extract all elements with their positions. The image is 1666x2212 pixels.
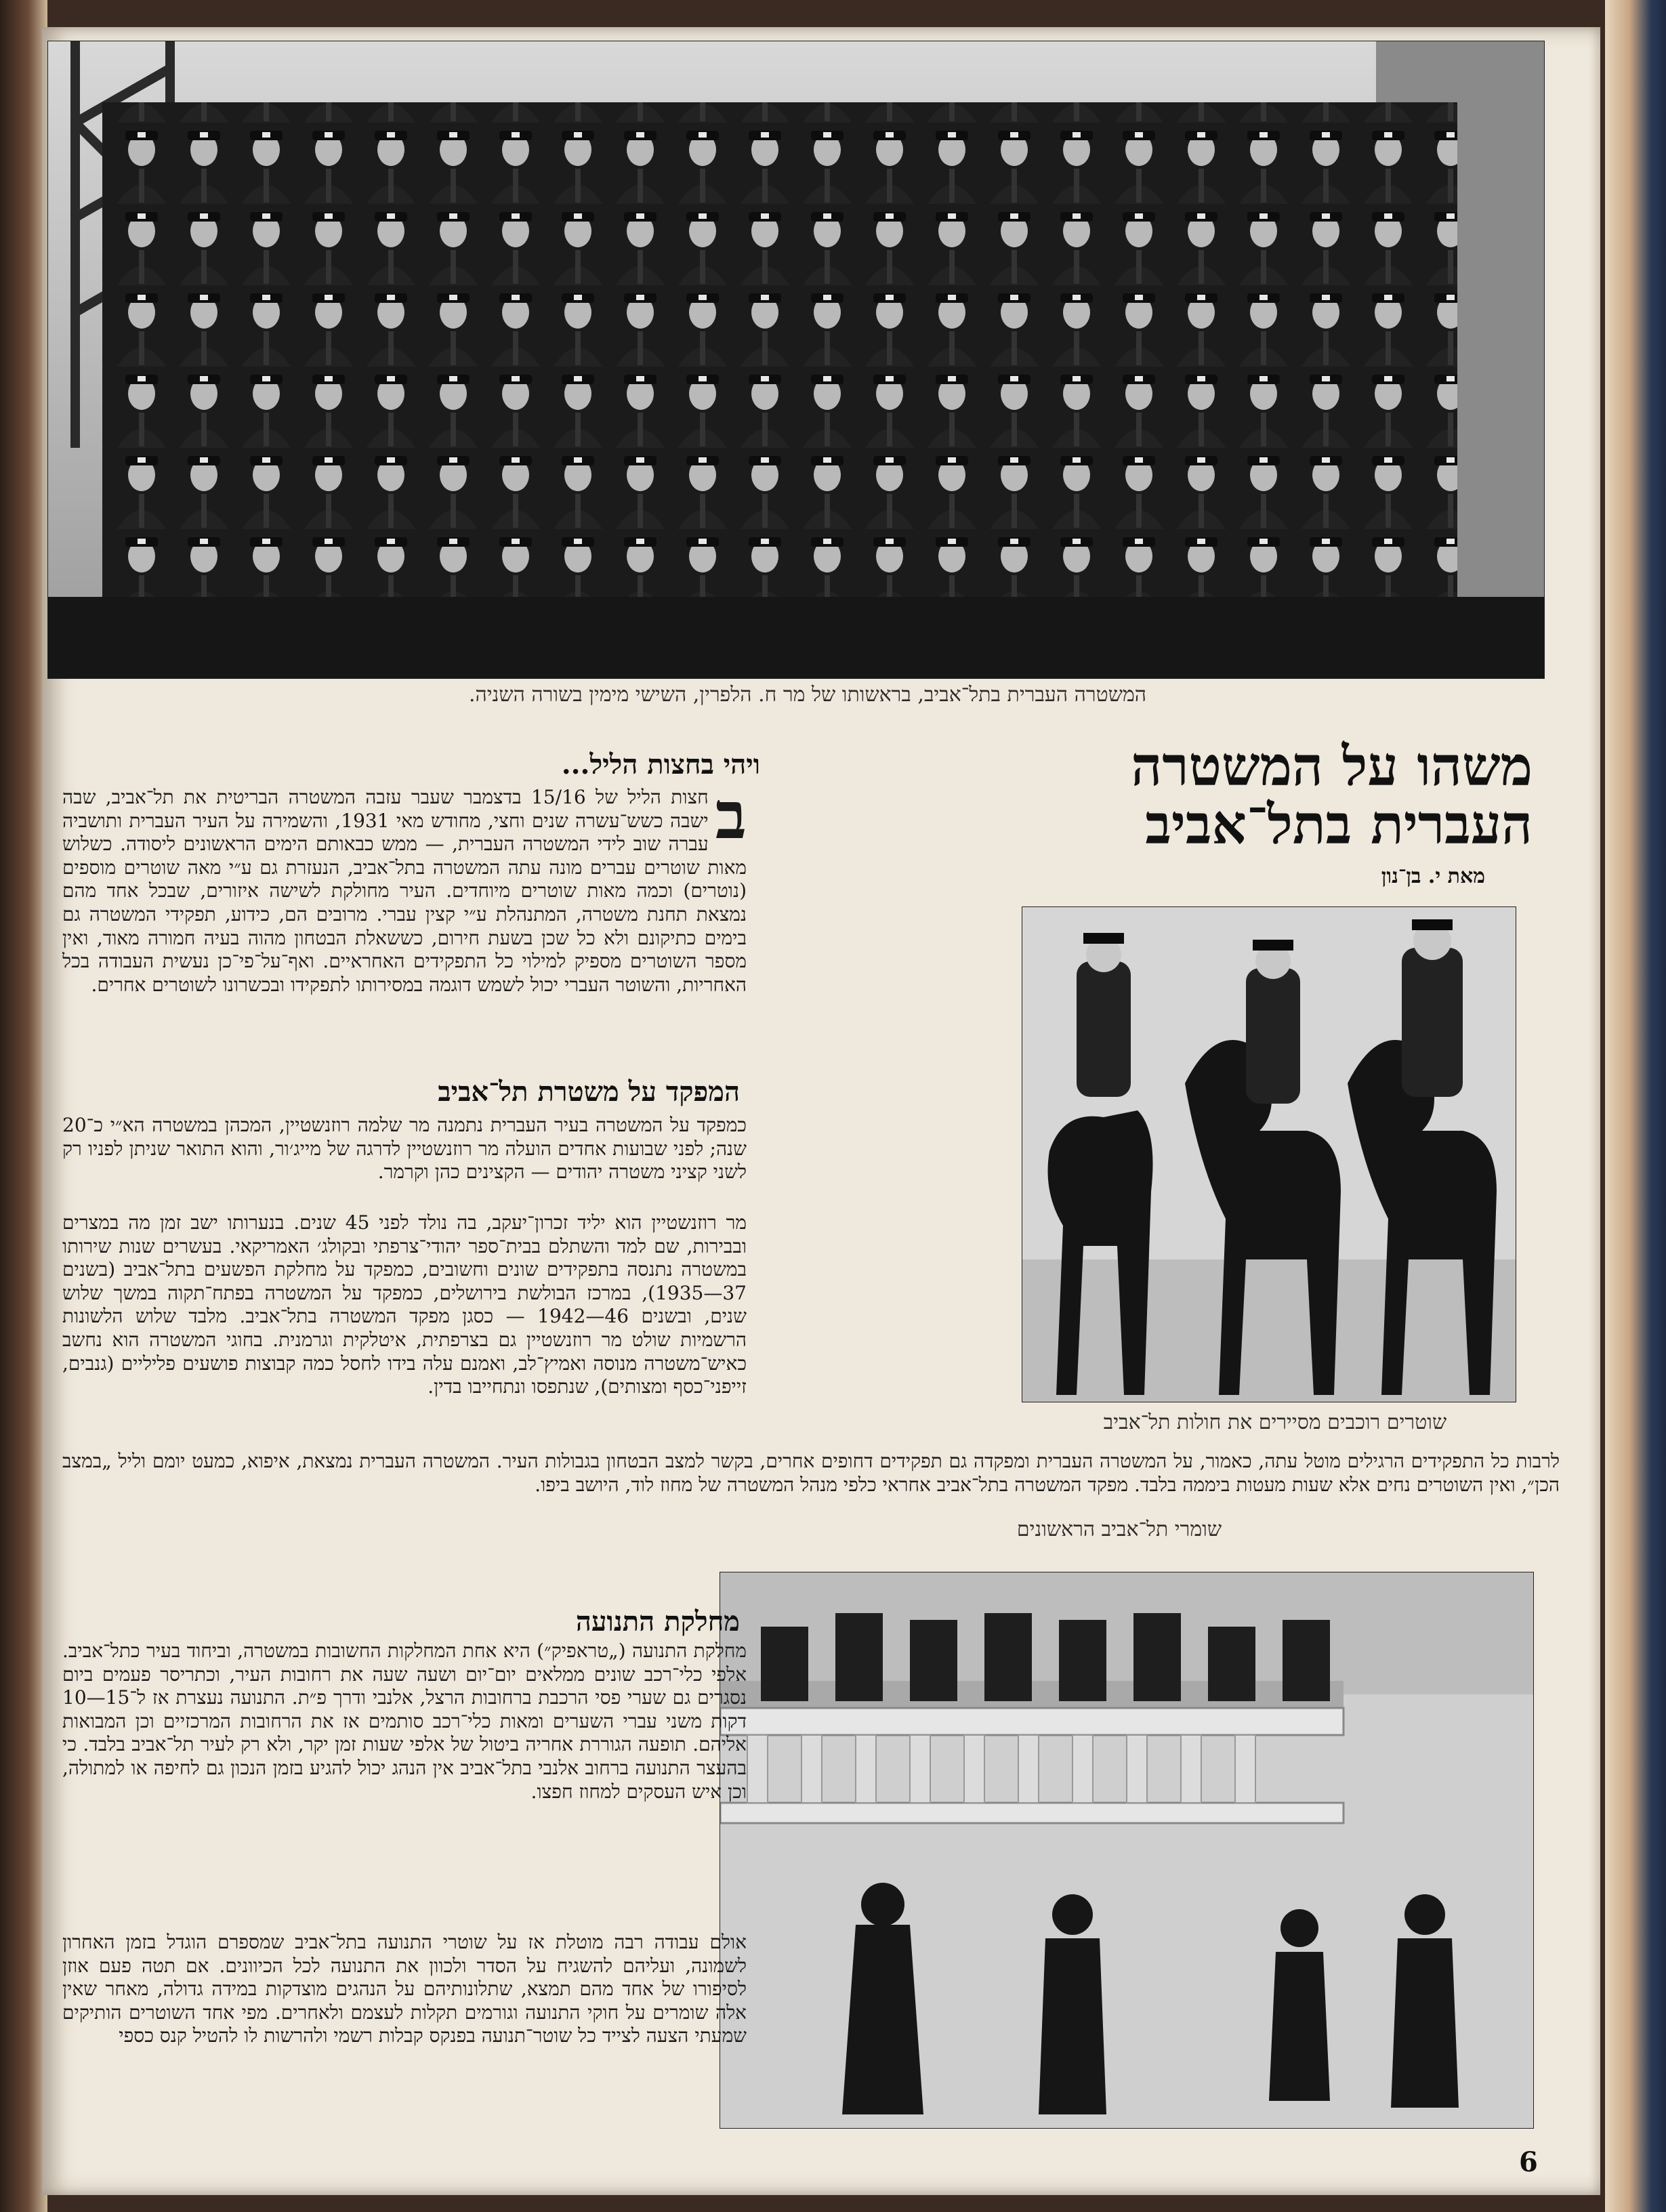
mounted-police-caption: שוטרים רוכבים מסיירים את חולות תל־אביב [1103,1411,1447,1434]
commander-paragraph-3: לרבות כל התפקידים הרגילים מוטל עתה, כאמור, על המשטרה העברית ומפקדה גם תפקידים דחופים אחרים, בקשר למצב הבטחון בגבולות העיר. המשטרה העברית נמצאת, איפוא, כמעט יומם וליל „במצב הכן״, ואין השוטרים נחים אלא שעות מעטות ביממה בלבד. מפקד המשטרה בתל־אביב אחראי כלפי מנהל המשטרה של מחוז לוד, היושב ביפו. [62,1450,1560,1496]
commander-paragraph-1: כמפקד על המשטרה בעיר העברית נתמנה מר שלמה רוזנשטיין, המכהן במשטרה הא״י כ־20 שנה; לפני שבועות אחדים הועלה מר רוזנשטיין לדרגה של מייג׳ור, והוא התואר שניתן לפניו רק לשני קציני משטרה יהודים — הקצינים כהן וקרמר. [62,1114,747,1184]
traffic-paragraph-2: אולם עבודה רבה מוטלת אז על שוטרי התנועה בתל־אביב שמספרם הוגדל בזמן האחרון לשמונה, ועליהם להשגיח על הסדר ולכוון את התנועה לכל הכיוונים. אם תטה פעם אוזן לסיפורו של אחד מהם תמצא, שתלונותיהם על הנהגים מוצדקות במידה גדולה, מאחר שאין אלה שומרים על חוקי התנועה וגורמים תקלות לעצמם ולאחרים. מפי אחד השוטרים הותיקים שמעתי הצעה לצייד כל שוטר־תנועה בפנקס קבלות רשמי ולהרשות לו להטיל קנס כספי [62,1931,747,2047]
book-edge [1605,0,1666,2212]
commander-heading: המפקד על משטרת תל־אביב [438,1076,740,1108]
intro-dropcap: ב [715,786,747,854]
traffic-heading: מחלקת התנועה [575,1606,740,1637]
magazine-page [42,27,1600,2195]
top-photo-caption: המשטרה העברית בתל־אביב, בראשותו של מר ח. הלפרין, השישי מימין בשורה השניה. [468,683,1147,707]
first-guards-caption: שומרי תל־אביב הראשונים [1016,1518,1222,1541]
police-group-photo [47,41,1545,679]
intro-paragraph [62,786,747,1091]
book-spine-shadow [0,0,47,2212]
first-guards-photo [720,1572,1534,2129]
article-byline: מאת י. בן־נון [1381,864,1485,888]
article-title-line2: העברית בתל־אביב [1145,793,1533,856]
commander-paragraph-2: מר רוזנשטיין הוא יליד זכרון־יעקב, בה נולד לפני 45 שנים. בנערותו ישב זמן מה במצרים ובבירות, שם למד והשתלם בבית־ספר יהודי־צרפתי ובקולג׳ האמריקאי. בעשרים שנות שירותו במשטרה נתנסה בתפקידים שונים וחשובים, כמפקד על מחלקת הפשעים בתל־אביב (בשנים 37—1935), במרכז הבולשת בירושלים, כמפקד על המשטרה בפתח־תקוה במשך שלוש שנים, ובשנים 46—1942 — כסגן מפקד המשטרה בתל־אביב. מלבד שלוש הלשונות הרשמיות שולט מר רוזנשטיין גם בצרפתית, איטלקית וגרמנית. בחוגי המשטרה הוא נחשב כאיש־משטרה מנוסה ואמיץ־לב, ואמנם עלה בידו לחסל כמה קבוצות פושעים פליליים (גנבים, זייפני־כסף ומצותים), שנתפסו ונתחייבו בדין. [62,1211,747,1398]
traffic-paragraph-1: מחלקת התנועה („טראפיק״) היא אחת המחלקות החשובות במשטרה, וביחוד בעיר כתל־אביב. אלפי כלי־רכב שונים ממלאים יום־יום ושעה שעה את רחובות העיר, וכתריסר פעמים ביום נסגרים גם שערי פסי הרכבת ברחובות הרצל, אלנבי ודרך פ״ת. התנועה נעצרת אז ל־15—10 דקות משני עברי השערים ומאות כלי־רכב סותמים אז את הרחובות המרכזיים וכן המבואות אליהם. תופעה הגוררת אחריה ביטול של אלפי שעות זמן יקר, ולא רק לעיר תל־אביב בלבד. כי בהעצר התנועה ברחוב אלנבי בתל־אביב אין הנהג יכול להגיע בזמן הנכון גם לחיפה או למתולה, וכן איש העסקים למחוז חפצו. [62,1640,747,1803]
intro-text: חצות הליל של 15/16 בדצמבר שעבר עזבה המשטרה הבריטית את תל־אביב, שבה ישבה כשש־עשרה שנים וחצי, מחודש מאי 1931, והשמירה על העיר העברית ותושביה עברה שוב לידי המשטרה העברית, — ממש כבאותם הימים הראשונים ליסודה. כשלוש מאות שוטרים עברים מונה עתה המשטרה בתל־אביב, הנעזרת גם ע״י מאה שוטרים מוספים (נוטרים) וכמה מאות שוטרים מיוחדים. העיר מחולקת לשישה איזורים, שבכל אחד מהם נמצאת תחנת משטרה, המתנהלת ע״י קצין עברי. מרובים הם, כידוע, תפקידי המשטרה גם בימים כתיקונם ולא כל שכן בשעת חירום, כששאלת הבטחון מהוה בעיה חמורה מאוד, ואין מספר השוטרים מספיק למילוי כל התפקידים האחראיים. ואף־על־פי־כן נעשית העבודה בכל האחריות, והשוטר העברי יכול לשמש דוגמה במסירותו לתפקידו ובכשרונו לשוטרים אחרים. [62,786,747,996]
mounted-police-photo-image [1022,907,1516,1402]
intro-heading: ויהי בחצות הליל... [561,749,760,780]
first-guards-photo-image [720,1572,1533,2128]
article-title-line1: משהו על המשטרה [1131,734,1533,798]
page-number: 6 [1519,2146,1538,2178]
mounted-police-photo [1022,906,1516,1402]
police-group-photo-image [48,41,1544,678]
